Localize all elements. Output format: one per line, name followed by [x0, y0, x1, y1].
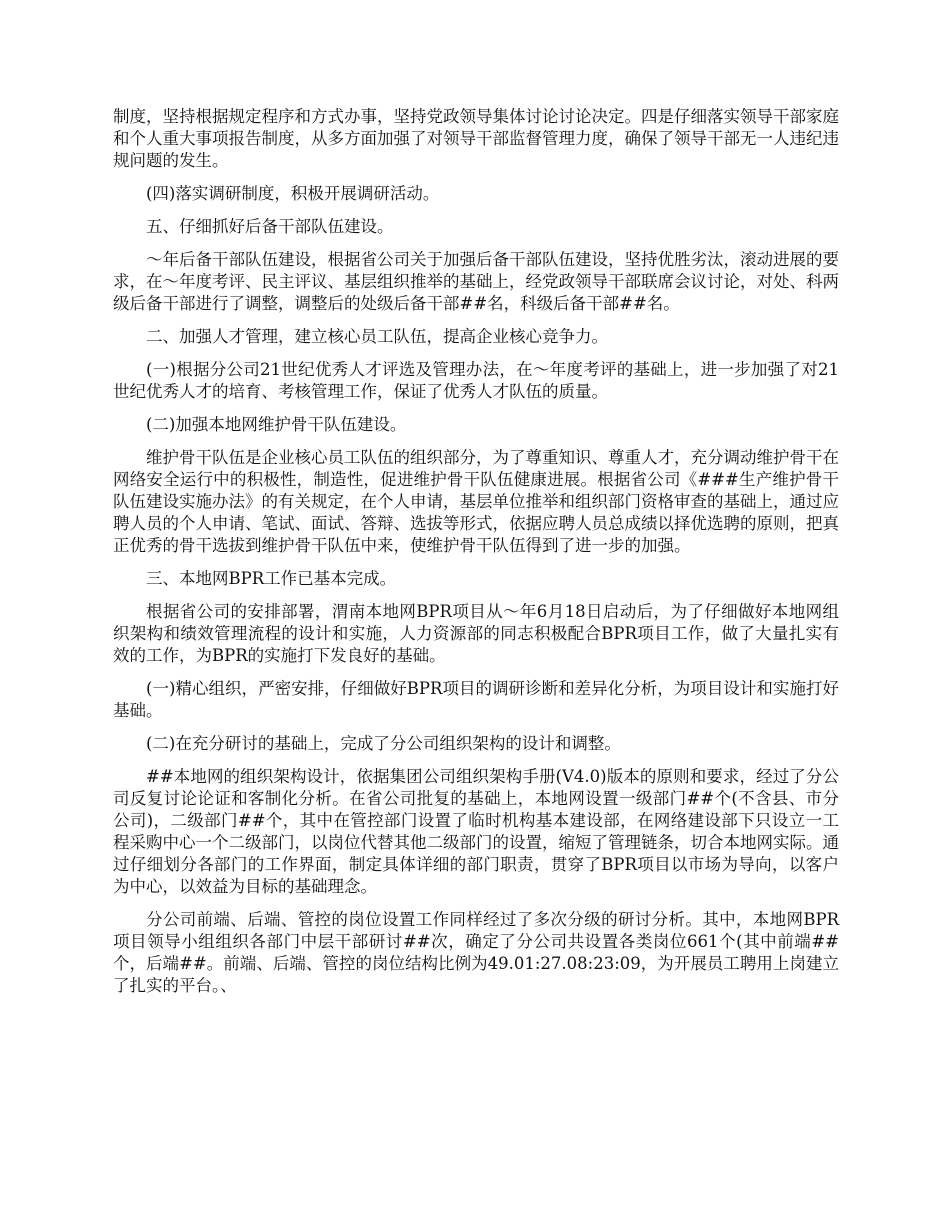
- heading-bpr-work: 三、本地网BPR工作已基本完成。: [146, 569, 397, 588]
- document-page: [113, 106, 839, 1008]
- heading-maintenance-backbone: (二)加强本地网维护骨干队伍建设。: [146, 415, 407, 434]
- paragraph-maintenance-backbone: 维护骨干队伍是企业核心员工队伍的组织部分，为了尊重知识、尊重人才，充分调动维护骨干在网络安全运行中的积极性，制造性，促进维护骨干队伍健康进展。根据省公司《###生产维护骨干队伍建设实施办法》的有关规定，在个人申请，基层单位推举和组织部门资格审查的基础上，通过应聘人员的个人申请、笔试、面试、答辩、选拔等形式，依据应聘人员总成绩以择优选聘的原则，把真正优秀的骨干选拔到维护骨干队伍中来，使维护骨干队伍得到了进一步的加强。: [113, 448, 839, 555]
- paragraph-position-setup: 分公司前端、后端、管控的岗位设置工作同样经过了多次分级的研讨分析。其中，本地网BPR项目领导小组组织各部门中层干部研讨##次，确定了分公司共设置各类岗位661个(其中前端##个，后端##。前端、后端、管控的岗位结构比例为49.01:27.08:23:09，为开展员工聘用上岗建立了扎实的平台。、: [113, 910, 839, 995]
- paragraph-bpr-research: (一)精心组织，严密安排，仔细做好BPR项目的调研诊断和差异化分析，为项目设计和实施打好基础。: [113, 679, 839, 720]
- heading-talent-management: 二、加强人才管理，建立核心员工队伍，提高企业核心竞争力。: [146, 327, 608, 346]
- paragraph-bpr-overview: 根据省公司的安排部署，渭南本地网BPR项目从～年6月18日启动后，为了仔细做好本地网组织架构和绩效管理流程的设计和实施，人力资源部的同志积极配合BPR项目工作，做了大量扎实有效的工作，为BPR的实施打下发良好的基础。: [113, 602, 839, 665]
- paragraph-leadership-supervision: 制度，坚持根据规定程序和方式办事，坚持党政领导集体讨论讨论决定。四是仔细落实领导干部家庭和个人重大事项报告制度，从多方面加强了对领导干部监督管理力度，确保了领导干部无一人违纪违规问题的发生。: [113, 107, 839, 170]
- paragraph-excellent-talents: (一)根据分公司21世纪优秀人才评选及管理办法，在～年度考评的基础上，进一步加强了对21世纪优秀人才的培育、考核管理工作，保证了优秀人才队伍的质量。: [113, 360, 839, 401]
- paragraph-org-structure: ##本地网的组织架构设计，依据集团公司组织架构手册(V4.0)版本的原则和要求，经过了分公司反复讨论论证和客制化分析。在省公司批复的基础上，本地网设置一级部门##个(不含县、市分公司)，二级部门##个，其中在管控部门设置了临时机构基本建设部，在网络建设部下只设立一工程采购中心一个二级部门，以岗位代替其他二级部门的设置，缩短了管理链条，切合本地网实际。通过仔细划分各部门的工作界面，制定具体详细的部门职责，贯穿了BPR项目以市场为导向，以客户为中心，以效益为目标的基础理念。: [113, 767, 839, 896]
- heading-reserve-cadres: 五、仔细抓好后备干部队伍建设。: [146, 217, 394, 236]
- heading-research-system: (四)落实调研制度，积极开展调研活动。: [146, 184, 440, 203]
- paragraph-reserve-cadres: ～年后备干部队伍建设，根据省公司关于加强后备干部队伍建设，坚持优胜劣汰，滚动进展的要求，在～年度考评、民主评议、基层组织推举的基础上，经党政领导干部联席会议讨论，对处、科两级后备干部进行了调整，调整后的处级后备干部##名，科级后备干部##名。: [113, 250, 839, 313]
- heading-org-structure: (二)在充分研讨的基础上，完成了分公司组织架构的设计和调整。: [146, 734, 621, 753]
